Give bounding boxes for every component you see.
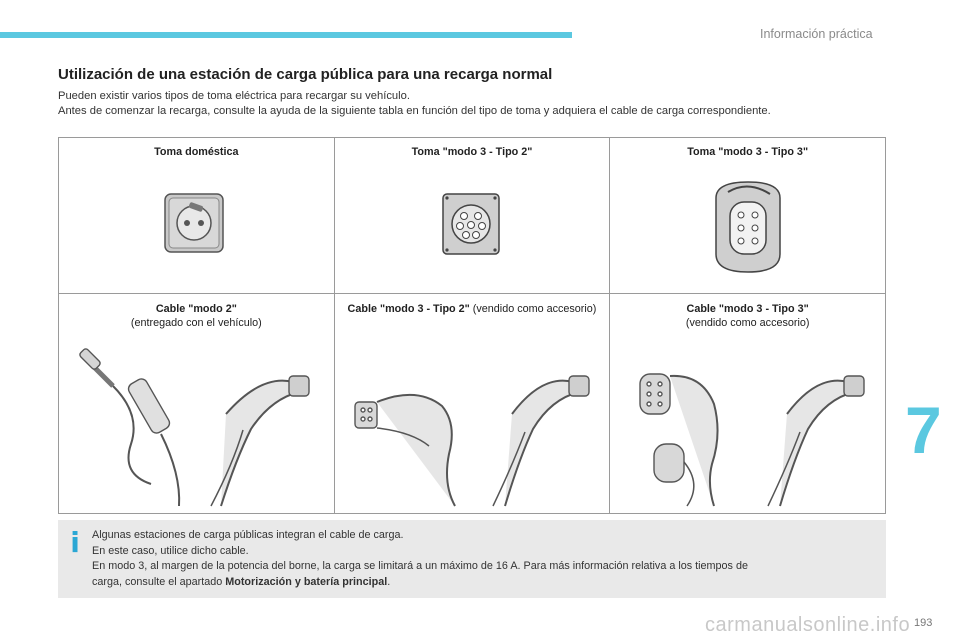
chapter-number: 7 xyxy=(905,393,942,467)
note-prefix: carga, consulte el apartado xyxy=(92,575,226,588)
section-accent-bar xyxy=(0,32,572,38)
info-note xyxy=(58,520,886,598)
socket-cell-domestic xyxy=(59,138,335,294)
intro-line-1: Pueden existir varios tipos de toma eléctrica para recargar su vehículo. xyxy=(58,90,410,102)
cable-note: (entregado con el vehículo) xyxy=(130,317,262,329)
plug-cable-table xyxy=(58,137,886,514)
note-line: Algunas estaciones de carga públicas integran el cable de carga. xyxy=(92,529,404,541)
type2-socket-icon xyxy=(437,190,507,260)
intro-text xyxy=(58,89,771,119)
info-note-text xyxy=(92,528,748,590)
type3-cable-icon xyxy=(612,334,882,509)
note-line: En este caso, utilice dicho cable. xyxy=(92,544,249,557)
cable-cell-mode2 xyxy=(59,294,335,514)
cable-note: (vendido como accesorio) xyxy=(469,303,597,315)
note-suffix: . xyxy=(387,575,391,588)
page-number: 193 xyxy=(914,617,933,629)
cable-label xyxy=(335,294,610,316)
socket-label: Toma "modo 3 - Tipo 2" xyxy=(411,146,533,158)
socket-label: Toma doméstica xyxy=(154,146,239,158)
cable-note: (vendido como accesorio) xyxy=(685,317,810,329)
domestic-socket-icon xyxy=(161,190,231,260)
socket-cell-type3 xyxy=(610,138,886,294)
cable-label xyxy=(610,294,885,330)
type3-socket-icon xyxy=(708,178,788,276)
info-icon: i xyxy=(70,526,80,559)
type2-cable-icon xyxy=(337,334,607,509)
note-link-ref: Motorización y batería principal xyxy=(225,575,388,588)
cable-cell-type3 xyxy=(610,294,886,514)
note-line: En modo 3, al margen de la potencia del borne, la carga se limitará a un máximo de 16 A. Para más información relativa a los tiempos de xyxy=(92,560,748,572)
socket-cell-type2 xyxy=(334,138,610,294)
cable-name: Cable "modo 3 - Tipo 3" xyxy=(686,303,809,315)
cable-name: Cable "modo 2" xyxy=(155,303,237,315)
intro-line-2: Antes de comenzar la recarga, consulte la ayuda de la siguiente tabla en función del tipo de toma y adquiera el cable de carga correspondiente. xyxy=(58,105,771,117)
watermark: carmanualsonline.info xyxy=(705,614,911,636)
section-title: Información práctica xyxy=(760,27,873,41)
cable-label xyxy=(59,294,334,330)
socket-label: Toma "modo 3 - Tipo 3" xyxy=(687,146,809,158)
note-line xyxy=(92,575,748,591)
page-heading: Utilización de una estación de carga pública para una recarga normal xyxy=(58,66,553,83)
cable-name: Cable "modo 3 - Tipo 2" xyxy=(347,303,470,315)
mode2-cable-icon xyxy=(61,334,331,509)
cable-cell-type2 xyxy=(334,294,610,514)
